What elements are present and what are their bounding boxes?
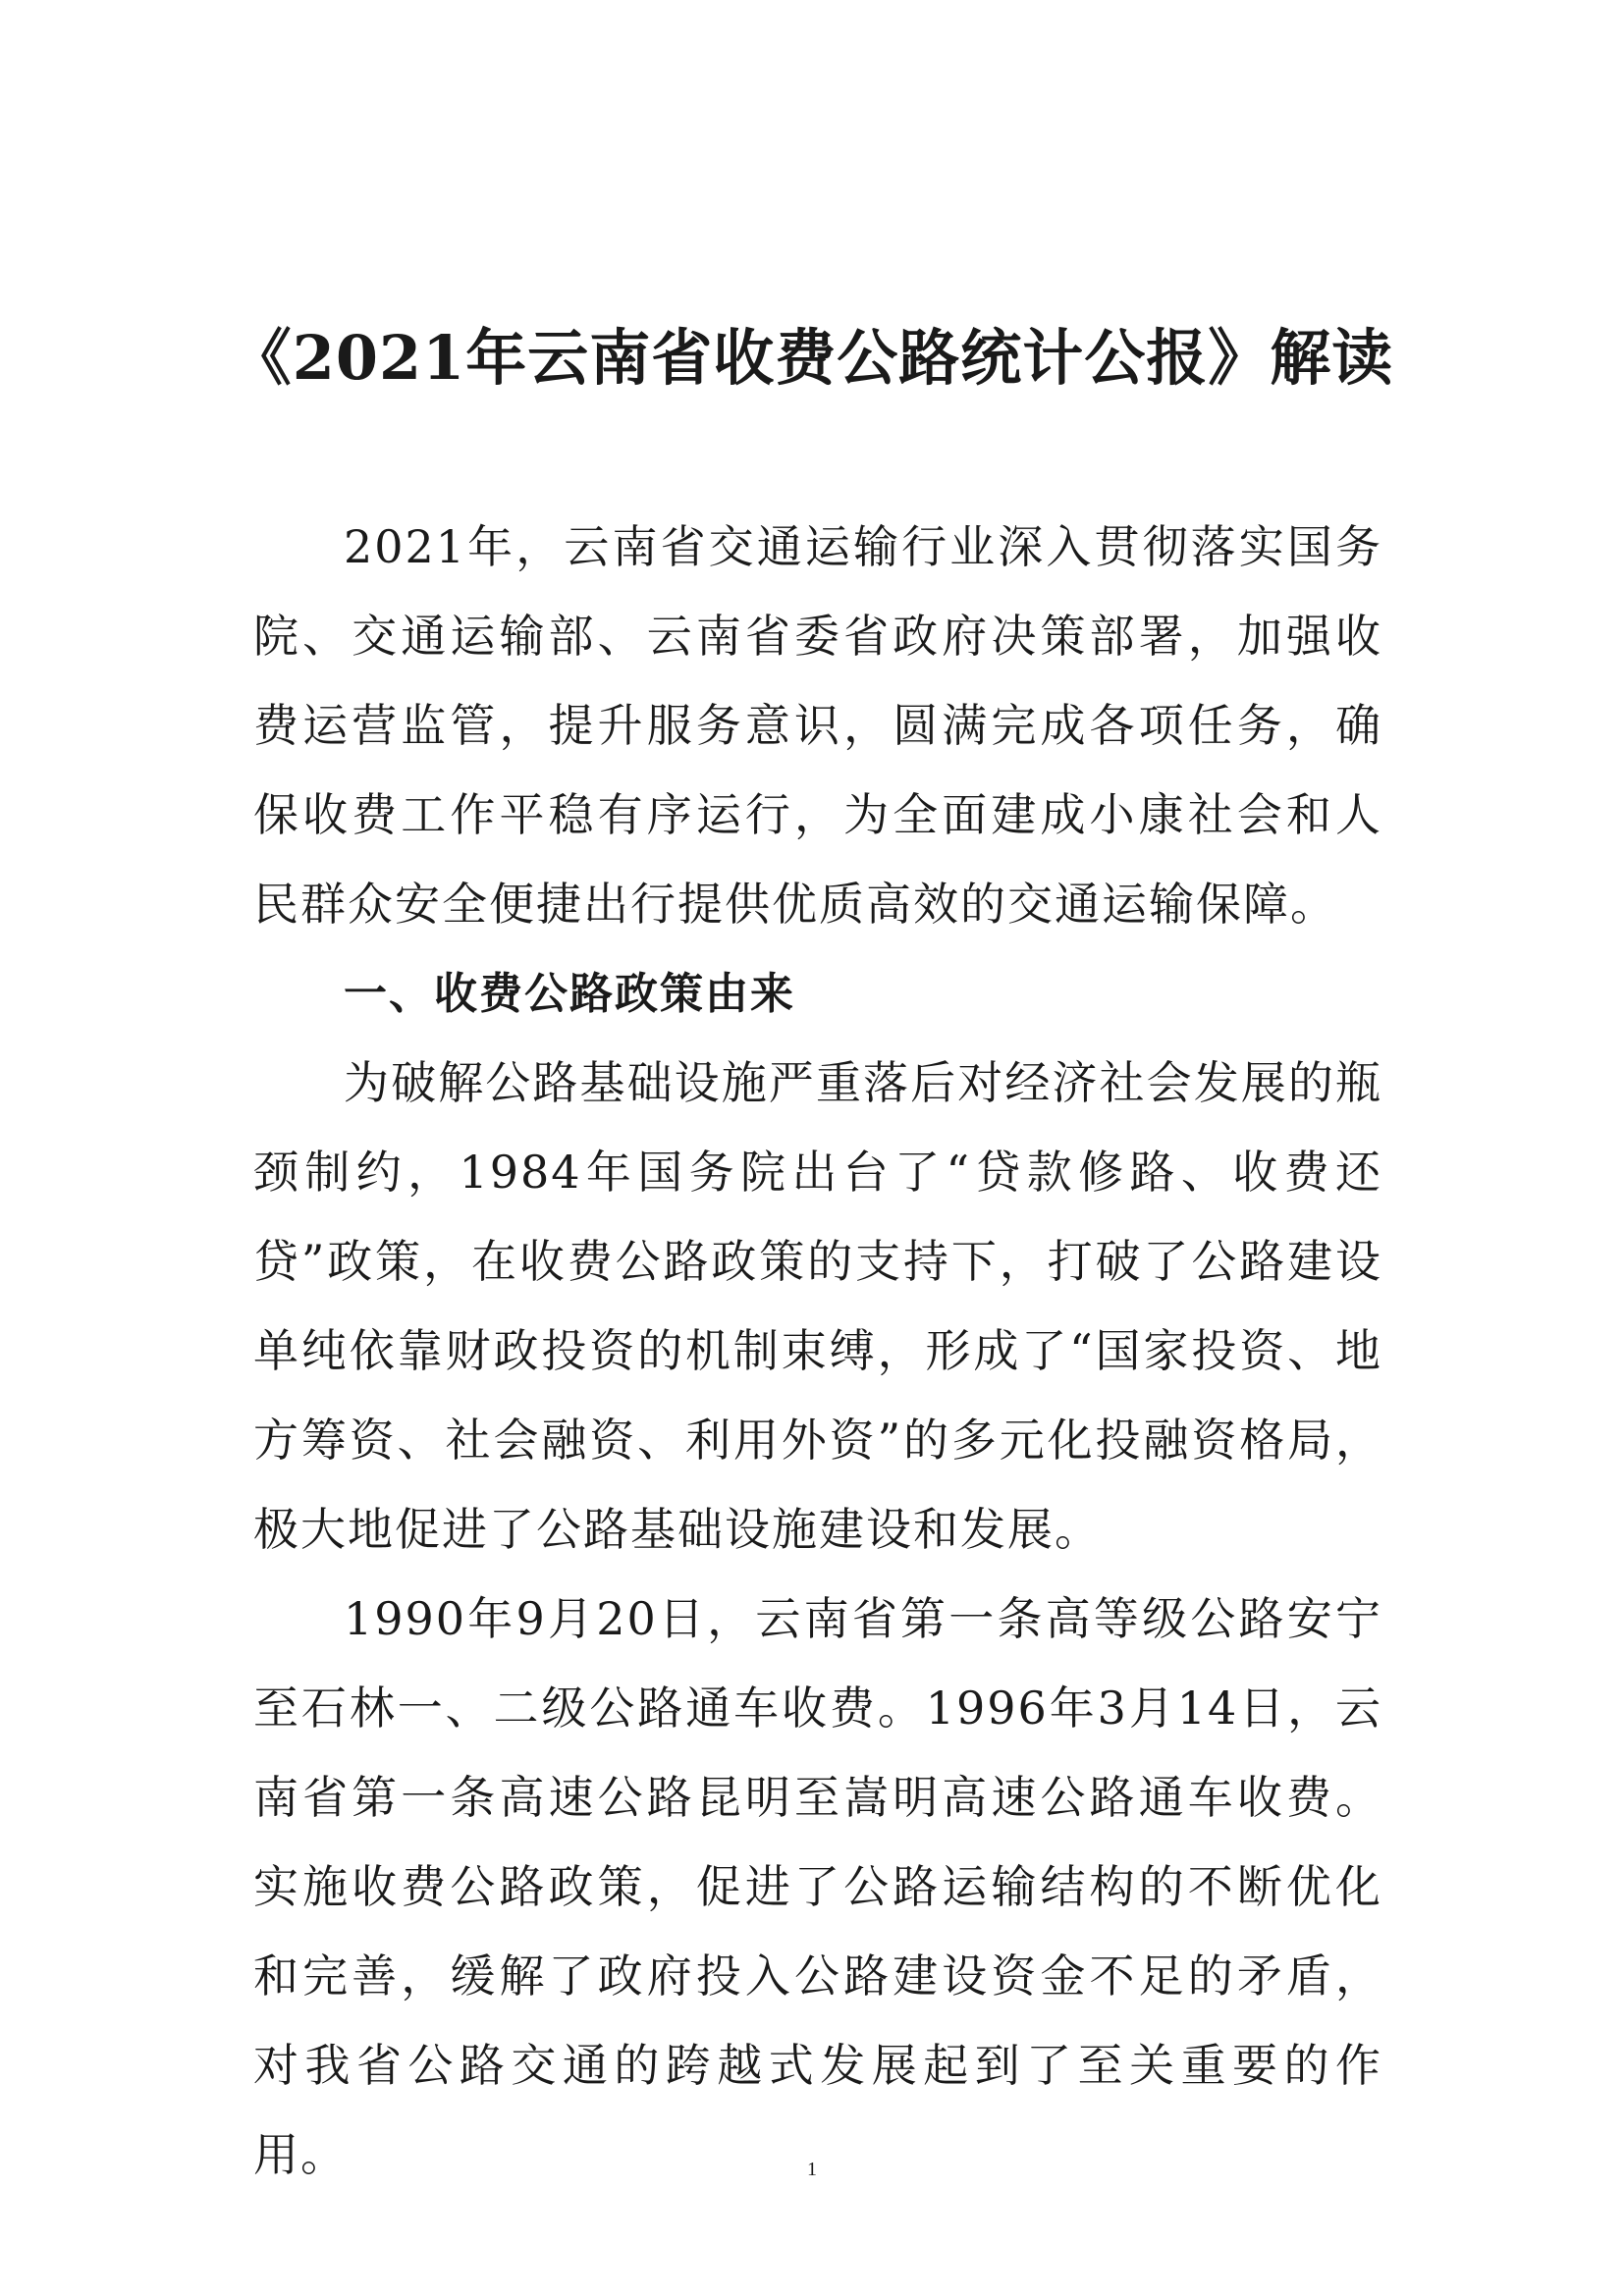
- paragraph-policy-background: 为破解公路基础设施严重落后对经济社会发展的瓶颈制约，1984年国务院出台了“贷款修路、收费还贷”政策，在收费公路政策的支持下，打破了公路建设单纯依靠财政投资的机制束缚，形成了“国家投资、地方筹资、社会融资、利用外资”的多元化投融资格局，极大地促进了公路基础设施建设和发展。: [253, 1056, 1382, 1556]
- section-heading-policy-origin: 一、收费公路政策由来: [344, 969, 795, 1019]
- document-title: 《2021年云南省收费公路统计公报》解读: [230, 322, 1394, 394]
- paragraph-history: 1990年9月20日，云南省第一条高等级公路安宁至石林一、二级公路通车收费。1996年3月14日，云南省第一条高速公路昆明至嵩明高速公路通车收费。实施收费公路政策，促进了公路运输结构的不断优化和完善，缓解了政府投入公路建设资金不足的矛盾，对我省公路交通的跨越式发展起到了至关重要的作用。: [253, 1592, 1382, 2181]
- document-body: [253, 503, 1382, 2200]
- page-number: 1: [807, 2159, 817, 2180]
- paragraph-intro: 2021年，云南省交通运输行业深入贯彻落实国务院、交通运输部、云南省委省政府决策部署，加强收费运营监管，提升服务意识，圆满完成各项任务，确保收费工作平稳有序运行，为全面建成小康社会和人民群众安全便捷出行提供优质高效的交通运输保障。: [253, 520, 1382, 931]
